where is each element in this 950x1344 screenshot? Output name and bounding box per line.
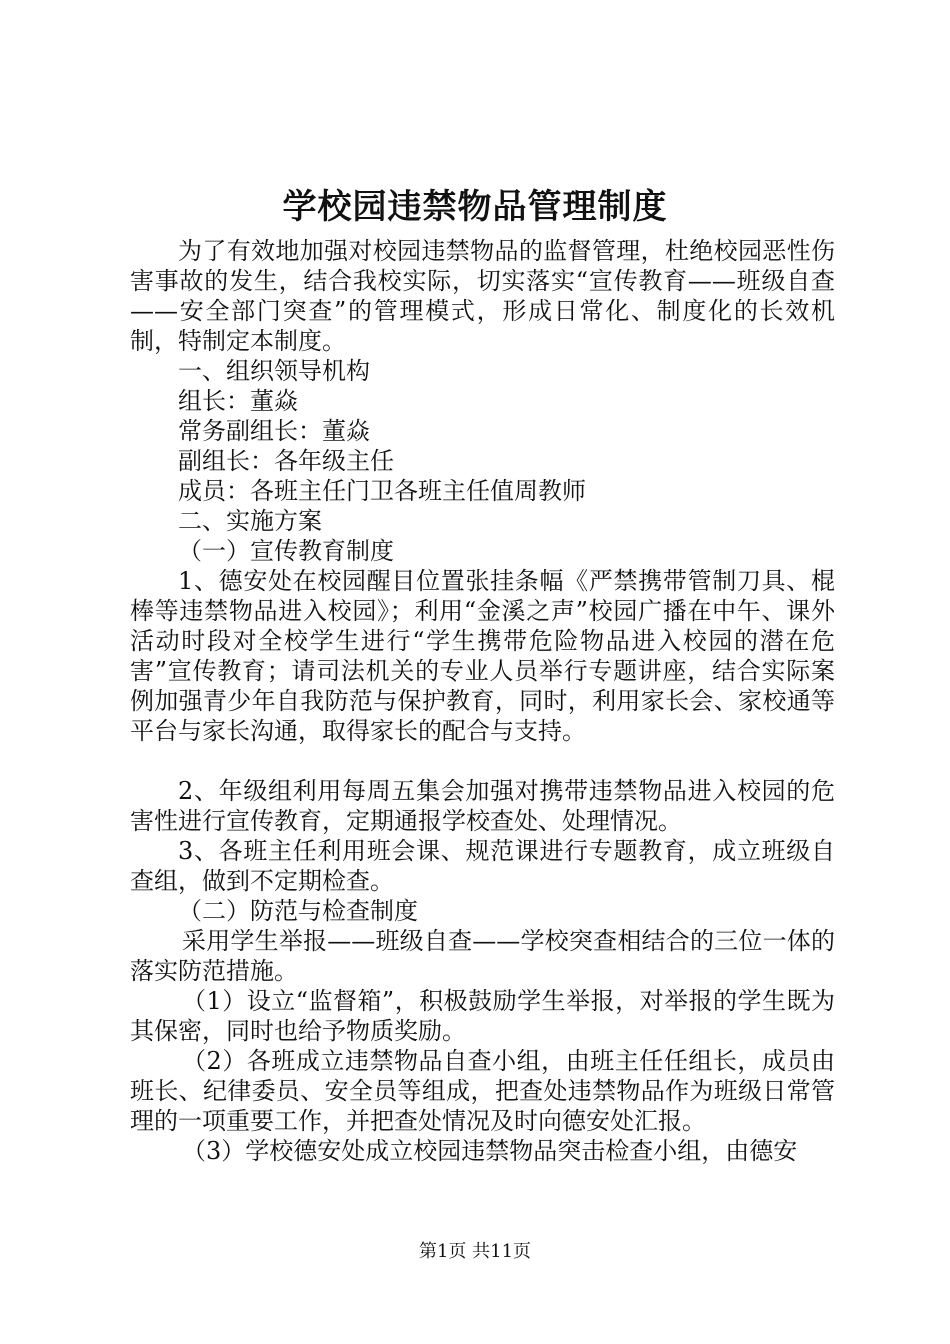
executive-deputy-leader-line: 常务副组长：董焱 [178,417,370,445]
members-line: 成员：各班主任门卫各班主任值周教师 [178,477,586,505]
section-heading-implementation: 二、实施方案 [178,507,322,535]
page-footer: 第1页 共11页 [418,1241,532,1262]
section-heading-organization: 一、组织领导机构 [178,357,370,385]
document-title: 学校园违禁物品管理制度 [282,187,668,227]
paragraph-item-1: 1、德安处在校园醒目位置张挂条幅《严禁携带管制刀具、棍棒等违禁物品进入校园》；利用“金溪之声”校园广播在中午、课外活动时段对全校学生进行“学生携带危险物品进入校园的潜在危害”宣传教育；请司法机关的专业人员举行专题讲座，结合实际案例加强青少年自我防范与保护教育，同时，利用家长会、家校通等平台与家长沟通，取得家长的配合与支持。 [130,567,835,745]
paragraph-item-2: 2、年级组利用每周五集会加强对携带违禁物品进入校园的危害性进行宣传教育，定期通报学校查处、处理情况。 [130,777,835,835]
subsection-heading-publicity: （一）宣传教育制度 [178,537,394,565]
measure-3-paragraph: （3）学校德安处成立校园违禁物品突击检查小组，由德安 [182,1137,798,1165]
measure-2-paragraph: （2）各班成立违禁物品自查小组，由班主任任组长，成员由班长、纪律委员、安全员等组成，把查处违禁物品作为班级日常管理的一项重要工作，并把查处情况及时向德安处汇报。 [130,1047,835,1135]
paragraph-item-3: 3、各班主任利用班会课、规范课进行专题教育，成立班级自查组，做到不定期检查。 [130,837,835,895]
document-body [130,236,835,1166]
deputy-leader-line: 副组长：各年级主任 [178,447,394,475]
leader-line: 组长：董焱 [178,387,298,415]
subsection-heading-prevention: （二）防范与检查制度 [178,897,418,925]
measure-1-paragraph: （1）设立“监督箱”，积极鼓励学生举报，对举报的学生既为其保密，同时也给予物质奖励。 [130,987,835,1045]
prevention-intro-paragraph: 采用学生举报——班级自查——学校突查相结合的三位一体的落实防范措施。 [130,927,835,985]
intro-paragraph: 为了有效地加强对校园违禁物品的监督管理，杜绝校园恶性伤害事故的发生，结合我校实际，切实落实“宣传教育——班级自查——安全部门突查”的管理模式，形成日常化、制度化的长效机制，特制定本制度。 [130,237,835,355]
blank-line [130,746,835,776]
